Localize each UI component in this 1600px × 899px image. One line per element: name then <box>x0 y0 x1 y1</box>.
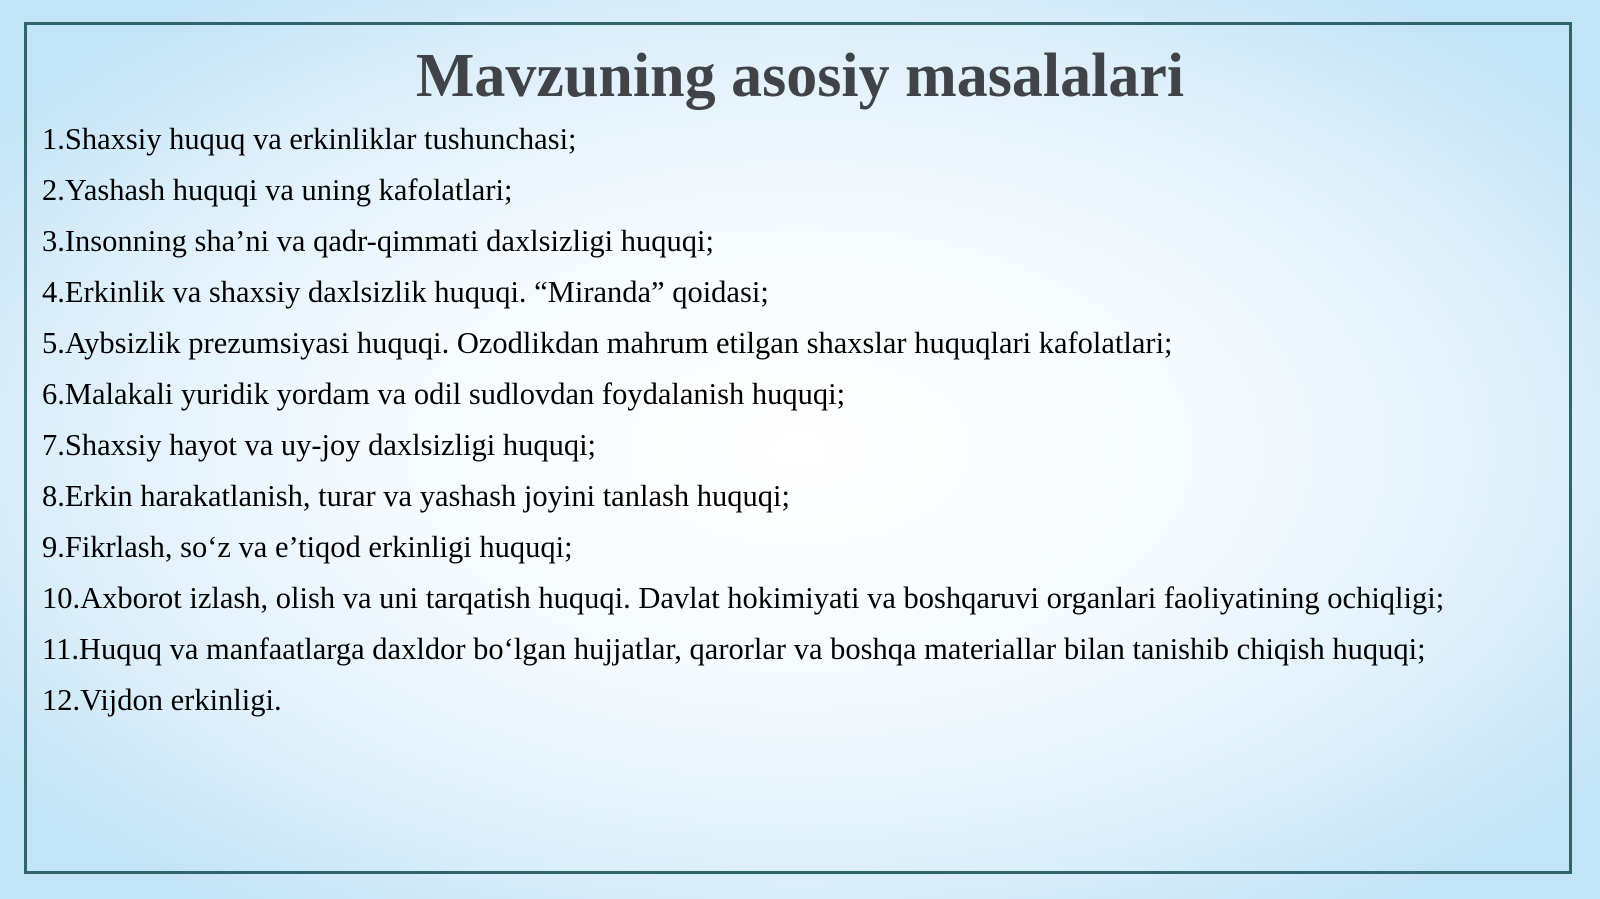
list-item: 4.Erkinlik va shaxsiy daxlsizlik huquqi. “Miranda” qoidasi; <box>42 275 769 309</box>
slide-title: Mavzuning asosiy masalalari <box>415 42 1185 110</box>
list-item: 8.Erkin harakatlanish, turar va yashash joyini tanlash huquqi; <box>42 479 790 513</box>
list-item: 9.Fikrlash, so‘z va e’tiqod erkinligi huquqi; <box>42 530 573 564</box>
list-item: 11.Huquq va manfaatlarga daxldor bo‘lgan hujjatlar, qarorlar va boshqa materiallar bilan tanishib chiqish huquqi; <box>42 632 1426 666</box>
list-item: 6.Malakali yuridik yordam va odil sudlovdan foydalanish huquqi; <box>42 377 846 411</box>
list-item: 10.Axborot izlash, olish va uni tarqatish huquqi. Davlat hokimiyati va boshqaruvi organlari faoliyatining ochiqligi; <box>42 581 1445 615</box>
list-item: 5.Aybsizlik prezumsiyasi huquqi. Ozodlikdan mahrum etilgan shaxslar huquqlari kafolatlari; <box>42 326 1173 360</box>
list-item: 7.Shaxsiy hayot va uy-joy daxlsizligi huquqi; <box>42 428 597 462</box>
list-item: 12.Vijdon erkinligi. <box>42 683 282 717</box>
list-item: 1.Shaxsiy huquq va erkinliklar tushunchasi; <box>42 122 577 156</box>
list-item: 2.Yashash huquqi va uning kafolatlari; <box>42 173 513 207</box>
list-item: 3.Insonning sha’ni va qadr-qimmati daxlsizligi huquqi; <box>42 224 714 258</box>
topic-list <box>42 122 1562 734</box>
